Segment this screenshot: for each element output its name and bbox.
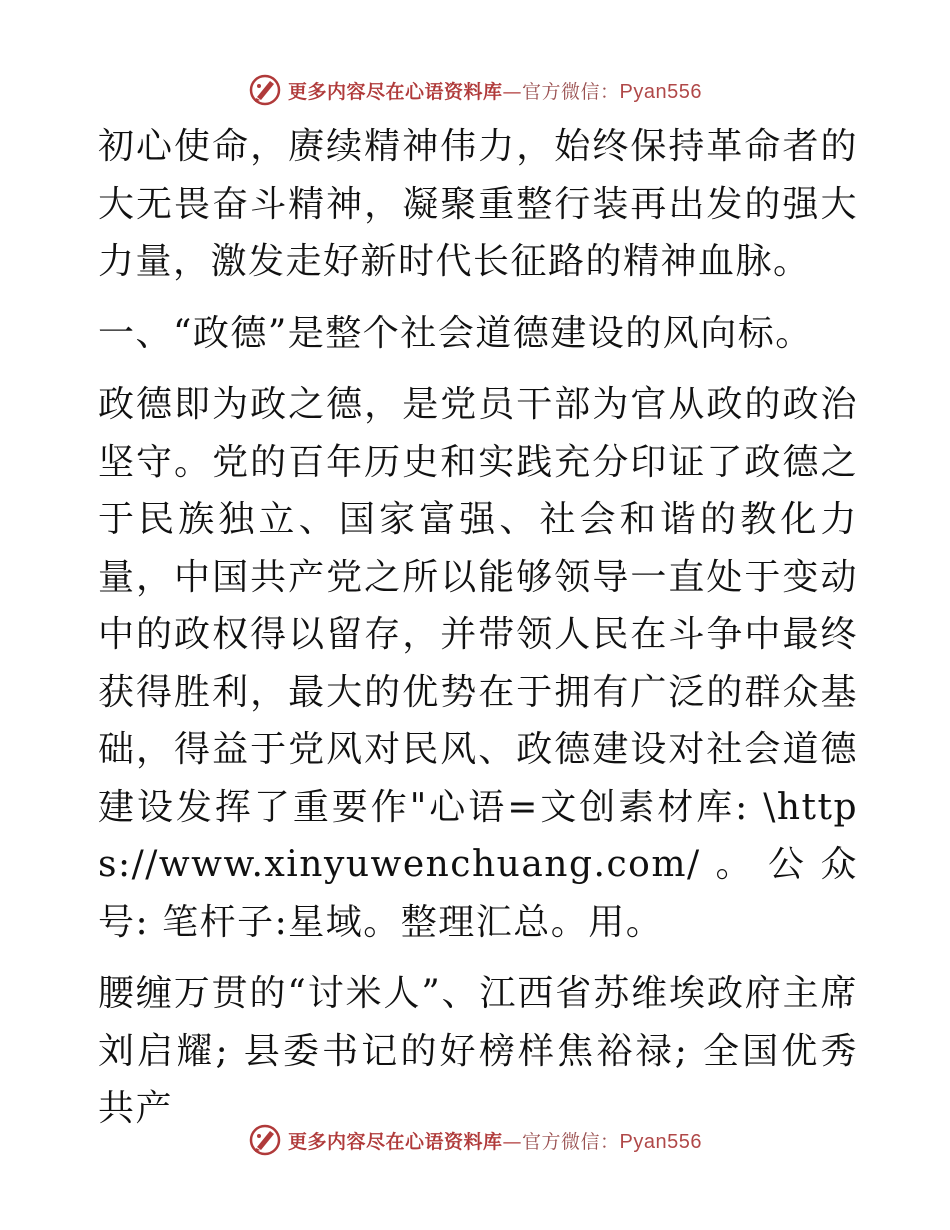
footer-watermark-inner — [248, 1123, 702, 1157]
header-watermark-inner — [248, 73, 702, 107]
paragraph-3: 腰缠万贯的“讨米人”、江西省苏维埃政府主席刘启耀; 县委书记的好榜样焦裕禄; 全国优秀共产 — [98, 973, 858, 1129]
brand-logo-icon — [248, 1123, 282, 1157]
brand-logo-icon — [248, 73, 282, 107]
header-dash: — — [502, 80, 523, 103]
header-brand: 更多内容尽在心语资料库 — [288, 80, 503, 103]
document-body — [98, 118, 858, 1138]
section-heading-1: 一、“政德”是整个社会道德建设的风向标。 — [98, 312, 813, 354]
footer-watermark-text — [288, 1127, 702, 1154]
footer-wechat-id: Pyan556 — [619, 1130, 702, 1153]
footer-brand: 更多内容尽在心语资料库 — [288, 1130, 503, 1153]
paragraph-1: 初心使命，赓续精神伟力，始终保持革命者的大无畏奋斗精神，凝聚重整行装再出发的强大力量，激发走好新时代长征路的精神血脉。 — [98, 126, 858, 282]
footer-wechat-label: 官方微信： — [522, 1130, 620, 1153]
header-watermark — [0, 70, 950, 110]
header-wechat-label: 官方微信： — [522, 80, 620, 103]
footer-watermark — [0, 1120, 950, 1160]
footer-dash: — — [502, 1130, 523, 1153]
header-wechat-id: Pyan556 — [619, 80, 702, 103]
paragraph-2: 政德即为政之德，是党员干部为官从政的政治坚守。党的百年历史和实践充分印证了政德之于民族独立、国家富强、社会和谐的教化力量，中国共产党之所以能够领导一直处于变动中的政权得以留存，并带领人民在斗争中最终获得胜利，最大的优势在于拥有广泛的群众基础，得益于党风对民风、政德建设对社会道德建设发挥了重要作"心语=文创素材库: \https://www.xinyuwenchuang.com/。公众号: 笔杆子:星域。整理汇总。用。 — [98, 384, 858, 943]
header-watermark-text — [288, 77, 702, 104]
